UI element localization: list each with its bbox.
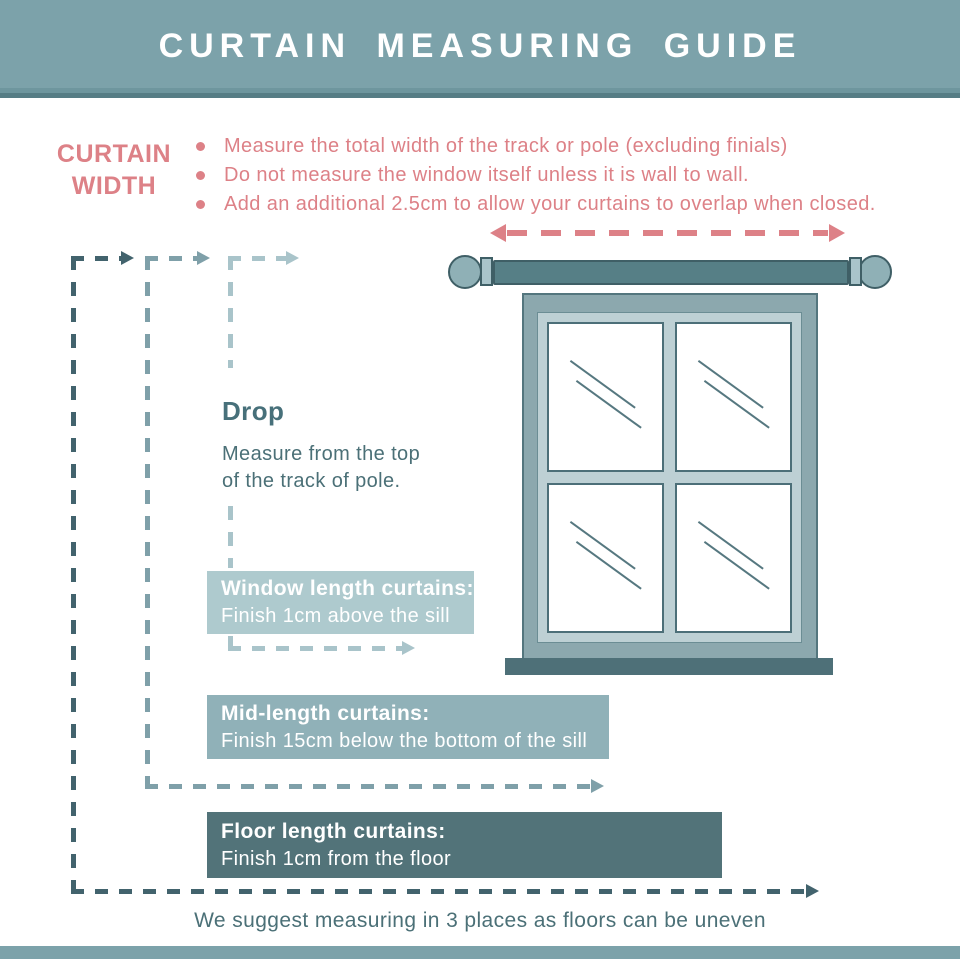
curtain-width-label-line1: CURTAIN [56,140,172,168]
bullet-icon [196,200,205,209]
arrowhead-right-icon [286,251,299,265]
drop-line-medium-vertical [145,256,150,789]
footer-band [0,946,960,959]
drop-description [222,441,420,495]
drop-line-dark [71,256,121,261]
window-pane [675,483,792,633]
drop-line-light-vertical [228,256,233,368]
arrowhead-right-icon [591,779,604,793]
arrowhead-right-icon [806,884,819,898]
box-subtitle: Finish 1cm from the floor [221,847,452,870]
window-length-arrow [228,646,402,651]
window-sill [505,658,833,675]
dashed-line [507,230,828,236]
floor-length-arrow [71,889,806,894]
bullet-item [196,162,936,189]
window-pane [547,322,664,472]
drop-line-dark-vertical [71,256,76,894]
bullet-text: Add an additional 2.5cm to allow your curtains to overlap when closed. [224,193,876,215]
arrowhead-right-icon [829,224,845,242]
bullet-item [196,133,936,160]
window-pane [547,483,664,633]
window-length-box [207,571,474,634]
curtain-pole-icon [493,260,849,285]
arrowhead-right-icon [402,641,415,655]
mid-length-arrow [145,784,591,789]
width-measure-arrow-icon [490,224,845,242]
header-rule [0,93,960,98]
curtain-width-label-line2: WIDTH [71,172,157,200]
drop-description-line1: Measure from the top [222,443,421,465]
drop-description-line2: of the track of pole. [222,470,401,492]
box-subtitle: Finish 15cm below the bottom of the sill [221,729,588,752]
drop-line-light-vertical [228,506,233,568]
box-subtitle: Finish 1cm above the sill [221,605,450,627]
drop-heading: Drop [222,396,285,426]
pole-collar-right-icon [849,257,862,286]
pole-collar-left-icon [480,257,493,286]
window-pane [675,322,792,472]
bullet-text: Do not measure the window itself unless it is wall to wall. [224,164,749,186]
box-title: Window length curtains: [221,577,474,600]
pole-finial-left-icon [448,255,482,289]
curtain-width-bullet-list [196,133,936,220]
arrowhead-right-icon [197,251,210,265]
arrowhead-left-icon [490,224,506,242]
footer-note: We suggest measuring in 3 places as floors can be uneven [194,909,766,932]
box-title: Mid-length curtains: [221,701,430,725]
window-panes [547,322,792,633]
drop-line-light [228,256,286,261]
box-title: Floor length curtains: [221,819,446,843]
bullet-icon [196,142,205,151]
page-title: CURTAIN MEASURING GUIDE [158,27,802,65]
bullet-text: Measure the total width of the track or pole (excluding finials) [224,135,788,157]
pole-finial-right-icon [858,255,892,289]
curtain-width-label [38,138,190,202]
floor-length-box [207,812,722,878]
bullet-item [196,191,936,218]
arrowhead-right-icon [121,251,134,265]
mid-length-box [207,695,609,759]
bullet-icon [196,171,205,180]
drop-line-medium [145,256,197,261]
